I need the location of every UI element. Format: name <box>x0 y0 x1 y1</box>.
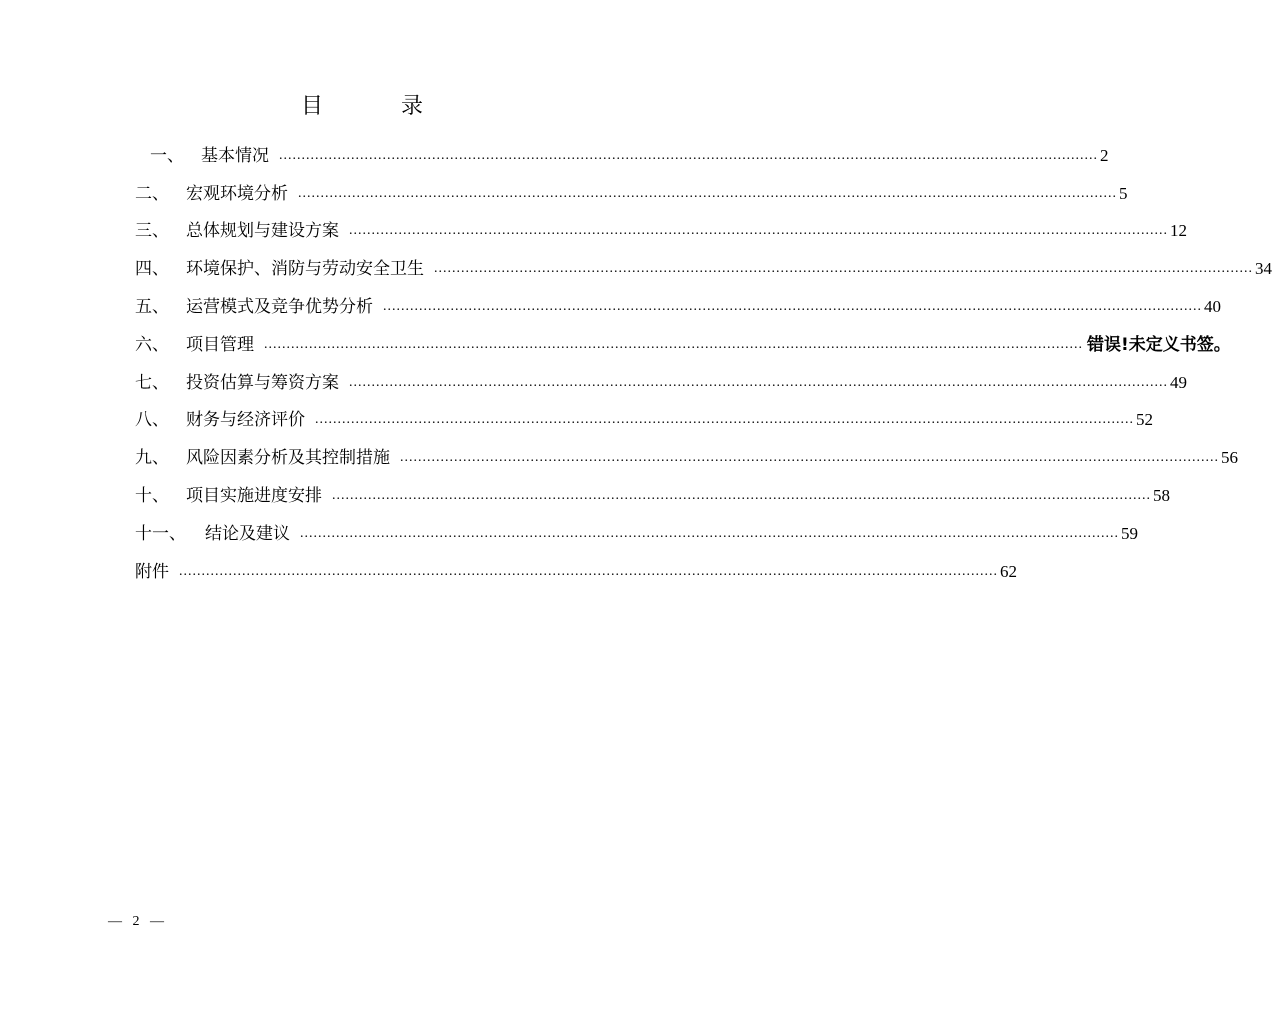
toc-entry-number: 七、 <box>135 372 169 393</box>
toc-page-number: 2 <box>1100 145 1109 165</box>
toc-page-number: 5 <box>1119 183 1128 203</box>
toc-entry-title: 风险因素分析及其控制措施 <box>186 448 390 469</box>
toc-entry-number: 八、 <box>135 410 169 431</box>
page-title: 目 录 <box>300 94 451 119</box>
toc-entry[interactable] <box>135 545 1017 583</box>
toc-entry-number: 十、 <box>135 485 169 506</box>
toc-entry[interactable] <box>135 318 1231 356</box>
toc-entry[interactable] <box>135 394 1153 432</box>
toc-dot-leader: ...................................................................................................................................................................................... <box>298 185 1117 201</box>
toc-entry-number: 一、 <box>150 145 184 166</box>
toc-page-number: 62 <box>1000 561 1017 581</box>
toc-entry-number: 十一、 <box>135 523 186 544</box>
toc-entry-number: 六、 <box>135 334 169 355</box>
toc-dot-leader: ...................................................................................................................................................................................... <box>434 261 1253 277</box>
page-footer: — 2 — <box>108 914 164 929</box>
toc-entry-title: 项目管理 <box>186 334 254 355</box>
toc-entry-title: 项目实施进度安排 <box>186 485 322 506</box>
toc-entry[interactable] <box>135 507 1138 545</box>
table-of-contents <box>135 129 1272 583</box>
toc-dot-leader: ...................................................................................................................................................................................... <box>315 412 1134 428</box>
toc-entry-title: 附件 <box>135 561 169 582</box>
toc-entry-title: 投资估算与筹资方案 <box>186 372 339 393</box>
toc-entry[interactable] <box>135 280 1221 318</box>
toc-page-number: 56 <box>1221 448 1238 468</box>
toc-entry-number: 九、 <box>135 448 169 469</box>
toc-entry-title: 基本情况 <box>201 145 269 166</box>
toc-dot-leader: ...................................................................................................................................................................................... <box>349 374 1168 390</box>
toc-dot-leader: ...................................................................................................................................................................................... <box>383 298 1202 314</box>
toc-entry-title: 宏观环境分析 <box>186 183 288 204</box>
toc-entry[interactable] <box>135 469 1170 507</box>
toc-page-number: 58 <box>1153 485 1170 505</box>
toc-entry[interactable] <box>135 356 1187 394</box>
toc-entry-title: 财务与经济评价 <box>186 410 305 431</box>
toc-page-number: 12 <box>1170 221 1187 241</box>
toc-entry-title: 运营模式及竞争优势分析 <box>186 296 373 317</box>
toc-dot-leader: ...................................................................................................................................................................................... <box>349 223 1168 239</box>
toc-entry[interactable] <box>135 242 1272 280</box>
toc-bookmark-error: 错误!未定义书签。 <box>1087 334 1231 355</box>
toc-entry-number: 四、 <box>135 259 169 280</box>
toc-dot-leader: ...................................................................................................................................................................................... <box>300 525 1119 541</box>
toc-dot-leader: ...................................................................................................................................................................................... <box>332 487 1151 503</box>
toc-entry[interactable] <box>135 205 1187 243</box>
toc-entry[interactable] <box>135 129 1109 167</box>
toc-entry-title: 总体规划与建设方案 <box>186 221 339 242</box>
toc-entry[interactable] <box>135 431 1238 469</box>
toc-dot-leader: ...................................................................................................................................................................................... <box>179 563 998 579</box>
toc-page-number: 34 <box>1255 259 1272 279</box>
toc-entry-number: 五、 <box>135 296 169 317</box>
toc-dot-leader: ...................................................................................................................................................................................... <box>400 450 1219 466</box>
toc-page-number: 59 <box>1121 523 1138 543</box>
toc-page-number: 49 <box>1170 372 1187 392</box>
toc-entry-title: 环境保护、消防与劳动安全卫生 <box>186 259 424 280</box>
toc-dot-leader: ...................................................................................................................................................................................... <box>264 336 1083 352</box>
toc-page-number: 40 <box>1204 296 1221 316</box>
toc-entry-number: 二、 <box>135 183 169 204</box>
toc-entry[interactable] <box>135 167 1128 205</box>
toc-entry-number: 三、 <box>135 221 169 242</box>
toc-entry-title: 结论及建议 <box>205 523 290 544</box>
toc-dot-leader: ...................................................................................................................................................................................... <box>279 147 1098 163</box>
toc-page-number: 52 <box>1136 410 1153 430</box>
